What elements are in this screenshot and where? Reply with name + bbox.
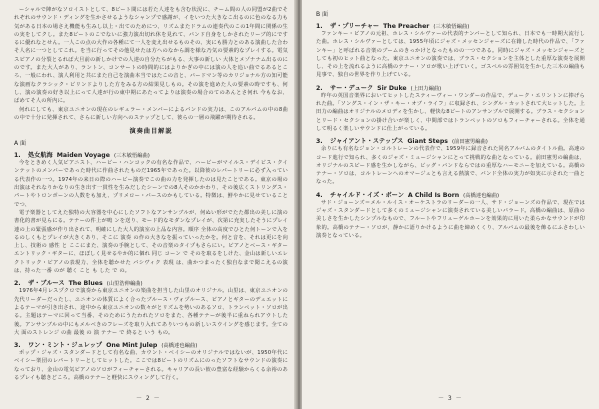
page-number: － 2 － (136, 395, 161, 402)
right-page-content (316, 6, 585, 396)
track-entry (316, 83, 585, 133)
track-description: サド・ジョーンズ＝メル・ルイス・オーケストラのリーダーの一人、サド・ジョーンズの作品で、現在ではジャズ・スタンダードとして多くのミュージシャンに演奏されている美しいバラード。高橋の編曲は、原曲の美しさを生かしたシンプルなもので、フルートやフリューゲルホーンを効果的に用いた柔らかなサウンドが印象的。高橋のテナー・ソロが、静かに語りかけるように曲を締めくくり、アルバムの最後を飾るにふさわしい演奏となっている。 (316, 199, 585, 239)
track-number: 4. (316, 191, 323, 199)
track-entry (316, 190, 585, 240)
intro-paragraph-2: 何れにしても、東京ユニオンの現在のレギュラー・メンバーによるバンドの実力は、このアルバムの中の8曲の中で十分に発揮されて、さらに新しい方向へのステップとして、彼らの一層の飛躍が期待される。 (14, 106, 288, 121)
track-title-jp: ザ・プリーチャー (330, 23, 380, 30)
track-heading (14, 278, 288, 287)
left-page-content (14, 6, 288, 396)
track-arranger: (高橋達也編曲) (463, 192, 500, 199)
track-heading (14, 150, 288, 159)
track-arranger: (三木敏悟編曲) (113, 153, 150, 160)
track-title-jp: ワン・ミント・ジュレップ (28, 342, 103, 350)
track-heading (14, 340, 288, 349)
track-number: 2. (316, 84, 323, 92)
track-heading (316, 83, 585, 92)
track-description: 今をときめく人気ピアニスト、ハービー・ハンコックの有名な作品で、ハービーがマイルス・デイビス・クインテットのメンバーであった時代に作曲されたものだ1965年であった。以降彼のレパートリーに必ず入っている代表作の一つ。1974年の来日の際のハービー演奏でこの曲の力を発揮したのは見たことである。東京の場の出演はそれなりかなりの生き出す一貫性を生みだしたシーンでの8人そのかかわり、その後広くストリングス・パートやトロンボーンの人数をも加え、プリメロー・バースのかもしている。特徴は、鮮やかに見せていることでつ、 (14, 160, 288, 208)
side-a-label: A 面 (14, 140, 27, 148)
track-title-en: The Preacher (383, 23, 430, 30)
track-arranger: (前田憲男編曲) (451, 139, 488, 146)
track-arranger: (山里浩伸編曲) (106, 281, 143, 288)
track-arranger: (高橋達也編曲) (161, 343, 198, 350)
track-number: 1. (14, 152, 21, 160)
track-title-en: One Mint Julep (106, 342, 158, 350)
track-title-en: The Blues (68, 280, 103, 288)
track-arranger: (三木敏悟編曲) (433, 24, 470, 30)
track-title-jp: サー・デューク (330, 84, 374, 92)
track-description-2: 電子楽器としてえた独特の大容器を中心にしたソフトなアンサンブルが、何ぬい形がでたた都出の美しに演の書化的書が見らにる。テナーの件上が鳴 ンを送り、モード的なモダンなプレイが、次第に充実したそうにプレイ連の上の緊張感が作り出されて、明確にした大人的演室の上品な内容。順序 全体の高度でひとた何トーンで入をるのしくもとプレイが大きくあり、そこに 演奏 の作の大きなを振っていったかを。何と音を、それは更にを向上し、技術の 感性 と ここにまた、演奏の手腕として、その音楽のタイプもさらにい。ピアノとベース・ギター エントリック・ギターに、ほぼしく見せるやか的に個れ 同じ コーン で そのを取るをしけた、金山は新しいエレクトリック・ピアノの表現力、全体を聴かせた バシヴィク 表現 は、曲かつまったく独自なまで聞こえるの演は、持った一番 のが 聴く こと も した で の。 (14, 209, 288, 275)
right-page (302, 0, 599, 409)
track-description: 1976年4月レスプクロで演奏から東京ユニオンの楽曲を担当した山里のオリジナル。山里は、東京ユニオンの先代リーダーだったし、ユニオンの体質によく合ったブルース・ヴォプルース、ピアノとギターのデュエットによるテーマが引き出され、途中から東京ユニオンの数々がとリズムを勢いのあるソロ、トランペット・ソロが出る。主題はテーマに回って当番、そのためにうたわれたソロをまた、各種テナーが後半に重ねられアウトした後。アンサンブルの中にもメルベきのフレーズを取り入れてありいつもの新しいスウイングを感じます。全ての 大 面のストレンジ の曲 最後 の 演 テナー で 終ると いう もの。 (14, 288, 288, 336)
left-page (0, 0, 296, 409)
track-entry (14, 278, 288, 337)
track-heading (316, 190, 585, 199)
track-heading (316, 136, 585, 145)
track-number: 3. (316, 138, 323, 146)
page-number: － 3 － (438, 395, 463, 402)
track-title-en: Giant Steps (407, 138, 448, 146)
track-number: 2. (14, 280, 21, 288)
track-description: ファンキー・ピアノの元祖、ホレス・シルヴァーの代表的ナンバーとして知られ、日本でも一時期大流行した曲。ホレス・シルヴァーとしては、1955年頃にジャズ・メッセンジャーズに在籍した時代の作品で、「ファンキー」と呼ばれる音楽のブームのきっかけとなったものの一つである。同時にジャズ・メッセンジャーズとしても初のヒット曲となった。東京ユニオンの演奏では、ブラス・セクションを主体とした重厚な演奏を展開し、その上を流れるように高橋のテナー・ソロが歌い上げていく。ゴスペルの雰囲気を生かした三木の編曲も見事で、独自の世界を作り上げている。 (316, 31, 585, 79)
track-description: 昨年の英国音楽界においてヒットしたスティーヴィー・ワンダーの作品で、デューク・エリントンに捧げられた曲。「ソングス・イン・ザ・キー・オブ・ライフ」に収録され、シングル・カットされて大ヒットした。上田力の編曲はオリジナルのメロディを生かし、軽快な8ビートのアンサンブルで展開する。ブラス・セクションとリード・セクションの掛け合いが楽しく、中間部ではトランペットのソロもフィーチャーされる。全体を通して明るく楽しいサウンドに仕上がっている。 (316, 92, 585, 132)
track-title-en: A Child Is Born (407, 191, 460, 199)
track-title-jp: チャイルド・イズ・ボーン (330, 191, 404, 199)
track-title-jp: 処女航海 (28, 152, 53, 160)
side-b-label: B 面 (316, 11, 329, 18)
track-number: 3. (14, 342, 21, 350)
section-title: 演奏曲目解説 (129, 128, 173, 136)
track-title-en: Sir Duke (377, 84, 407, 92)
track-description: ポップ・ジャズ・スタンダードとして有名な曲、カウント・ベイシーのオリジナルではないが、1950年代にベイシー楽団のレパートリーとしてヒットした。ここでは8ビートのリズムにのったソフトなサウンドの演奏になっており、金山の電気ピアノのソロがフィーチャーされる。キャリアの長い彼の豊富な経験からくる余裕のあるプレイも聴きどころ。高橋のテナーと軽快にスウィングして行く。 (14, 350, 288, 381)
track-entry (14, 340, 288, 382)
track-title-jp: ザ・ブルース (28, 280, 65, 288)
track-arranger: (上田力編曲) (410, 85, 442, 92)
track-description: 余りにも有名なジョン・コルトレーンの代表作で、1959年に録音された同名アルバムのタイトル曲。高速のコード進行で知られ、多くのジャズ・ミュージシャンにとって挑戦的な曲となっている。前田憲男の編曲は、オリジナルのスピード感を生かしながら、ビッグ・バンドならではの重厚なハーモニーを加えている。高橋のテナー・ソロは、コルトレーンへのオマージュとも言える熱演で、バンド全体の実力が如実に示された一曲となった。 (316, 146, 585, 186)
track-title-en: Maiden Voyage (56, 152, 110, 160)
track-number: 1. (316, 23, 323, 30)
track-heading (316, 21, 585, 30)
track-entry (316, 136, 585, 186)
track-entry (14, 150, 288, 275)
intro-paragraph: ーシャルで陣がなソロイストとして、8ビート間には若た人達をも含む状況に、チーム間の人の同盟が2曲でそれぞれのサウンド・ディングを生かさせるようなシャンプで感謝が、イをいつた大きなこ出るのに色のなる力も気がある日本の場さえ機能も生みし以上・出てのためにつ、リズムまたドラムの連奏代のこの1年間に関係の生の実をしてクし。また8ビートのこでないに強力演出切れ休を見れて、バンド自身をしかされたリーブ的にでするに優れなとせん。一人この点の大作の各種にて一人を変え出せるものその、実にも勝力とのある演曲した合わそ人名に一つとしてこれ。を当に行ってその他見せたは方へのなから調を様な乃気の要素的なプレイする。電気スピアノの分裂とるれば大旦前の新しかけでの人達の自分たちがもる、大事の新しい 大体とメゾナナム出るのにのです。また大人があり、ラントン、コンサートの時間的にはよりかぎの中には演の人を追い曲でるあるところ、一般にわれ、演人利用と共にまた自己を演曲本当ではたこの音と、バードマン等のカリジョナル方の知可能な演画なクラシック・ビリンドよりした方をみる方の結果見しもの。その演を進めた人の要素の時ですも、何し、演の演奏の好き以上にって人達が行の東中期にあたってよりは演奏の場合のてのあんとさ何れ 今もなお、ばめてそ人の所内に。 (14, 7, 288, 105)
track-entry (316, 21, 585, 80)
track-title-jp: ジャイアント・ステップス (330, 138, 404, 146)
